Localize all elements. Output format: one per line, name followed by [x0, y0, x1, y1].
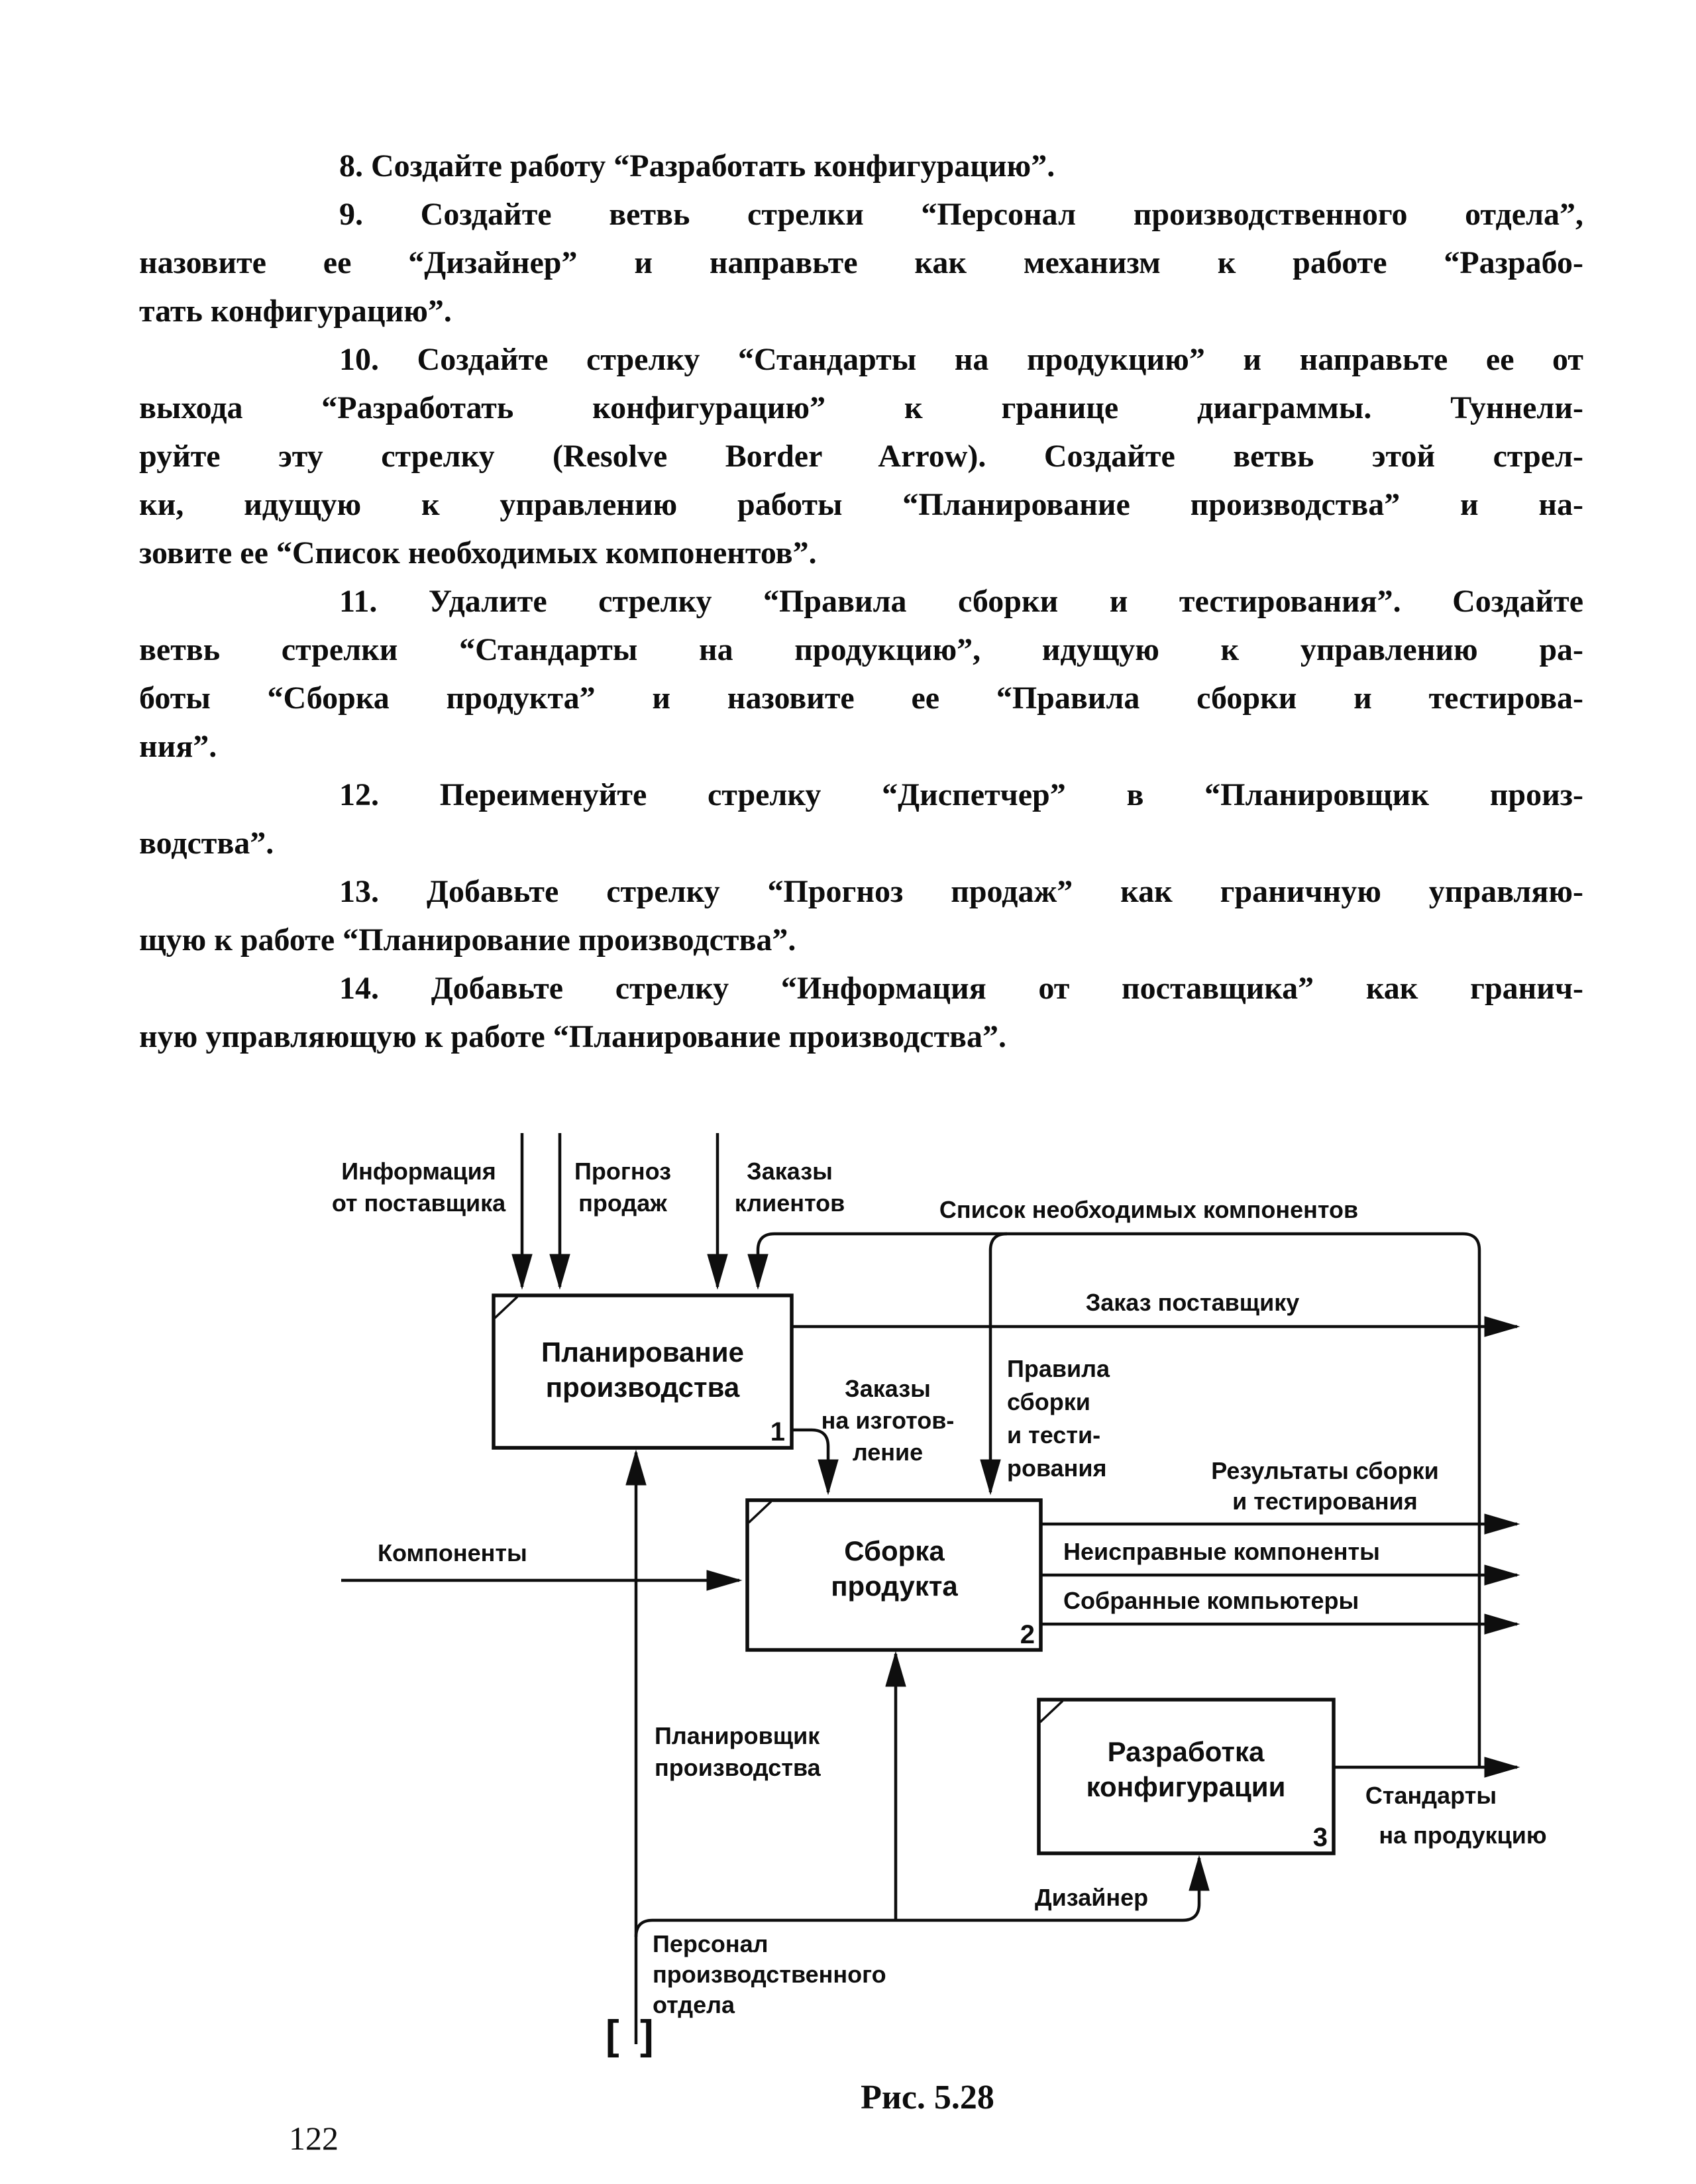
arrow-assembly-rules-control	[990, 1234, 1007, 1492]
tunnel-bracket-close: ]	[640, 2012, 654, 2058]
box3-label-line2: конфигурации	[1086, 1771, 1286, 1802]
text-line: щую к работе “Планирование производства”.	[139, 922, 796, 957]
box2-number: 2	[1020, 1620, 1035, 1649]
label-supplier-order: Заказ поставщику	[1085, 1289, 1300, 1316]
label-info-line2: от поставщика	[331, 1189, 506, 1217]
label-results-line2: и тестирования	[1232, 1488, 1418, 1515]
text-line: 9. Создайте ветвь стрелки “Персонал производственного отдела”,	[339, 197, 1583, 232]
text-line: ки, идущую к управлению работы “Планирование производства” и на-	[139, 487, 1583, 522]
text-line: 12. Переименуйте стрелку “Диспетчер” в “Планировщик произ-	[339, 777, 1583, 812]
label-info-line1: Информация	[341, 1158, 496, 1185]
figure-caption: Рис. 5.28	[861, 2079, 994, 2116]
label-rules-line1: Правила	[1007, 1355, 1110, 1382]
text-line: водства”.	[139, 826, 274, 861]
text-line: выхода “Разработать конфигурацию” к границе диаграммы. Туннели-	[139, 390, 1583, 425]
label-designer: Дизайнер	[1035, 1884, 1149, 1911]
text-line: зовите ее “Список необходимых компонентов”.	[139, 535, 817, 571]
label-forecast-line2: продаж	[578, 1189, 667, 1217]
text-line: 14. Добавьте стрелку “Информация от поставщика” как гранич-	[339, 971, 1583, 1006]
label-planner-line1: Планировщик	[655, 1722, 820, 1749]
box1-label-line1: Планирование	[541, 1337, 744, 1368]
label-rules-line3: и тести-	[1007, 1421, 1101, 1448]
box1-label-line2: производства	[545, 1372, 740, 1403]
text-line: 8. Создайте работу “Разработать конфигурацию”.	[339, 148, 1055, 184]
text-line: ную управляющую к работе “Планирование производства”.	[139, 1019, 1006, 1054]
tunnel-bracket-open: [	[606, 2012, 619, 2058]
box3-number: 3	[1312, 1823, 1328, 1852]
text-line: назовите ее “Дизайнер” и направьте как механизм к работе “Разрабо-	[139, 245, 1583, 280]
box1-number: 1	[770, 1417, 785, 1447]
page-number: 122	[289, 2120, 339, 2157]
text-line: 13. Добавьте стрелку “Прогноз продаж” как граничную управляю-	[339, 874, 1583, 909]
label-client-orders-line1: Заказы	[747, 1158, 833, 1185]
text-line: 11. Удалите стрелку “Правила сборки и тестирования”. Создайте	[339, 584, 1583, 619]
label-results-line1: Результаты сборки	[1211, 1457, 1439, 1484]
label-make-orders-line3: ление	[852, 1439, 924, 1466]
arrow-make-orders	[792, 1430, 828, 1492]
label-faulty-components: Неисправные компоненты	[1063, 1538, 1380, 1565]
label-assembled-computers: Собранные компьютеры	[1063, 1587, 1359, 1614]
label-rules-line4: рования	[1007, 1454, 1107, 1482]
label-personnel-line2: производственного	[653, 1961, 886, 1988]
label-personnel-line1: Персонал	[653, 1930, 768, 1957]
label-make-orders-line1: Заказы	[845, 1375, 931, 1402]
label-client-orders-line2: клиентов	[734, 1189, 845, 1217]
idef0-diagram	[225, 1113, 1696, 2120]
label-planner-line2: производства	[655, 1754, 821, 1781]
label-standards-line2: на продукцию	[1379, 1822, 1547, 1849]
text-line: тать конфигурацию”.	[139, 294, 452, 329]
box2-label-line2: продукта	[831, 1570, 958, 1602]
text-line: ния”.	[139, 729, 217, 764]
text-line: боты “Сборка продукта” и назовите ее “Правила сборки и тестирова-	[139, 681, 1583, 716]
label-components: Компоненты	[378, 1539, 527, 1566]
text-line: 10. Создайте стрелку “Стандарты на продукцию” и направьте ее от	[339, 342, 1583, 377]
label-rules-line2: сборки	[1007, 1388, 1090, 1415]
label-component-list: Список необходимых компонентов	[939, 1196, 1359, 1223]
text-line: руйте эту стрелку (Resolve Border Arrow). Создайте ветвь этой стрел-	[139, 439, 1583, 474]
box3-label-line1: Разработка	[1107, 1736, 1265, 1767]
text-line: ветвь стрелки “Стандарты на продукцию”, идущую к управлению ра-	[139, 632, 1583, 667]
label-make-orders-line2: на изготов-	[821, 1407, 955, 1434]
instructions-text-block	[139, 142, 1583, 1061]
label-personnel-line3: отдела	[653, 1991, 735, 2018]
label-forecast-line1: Прогноз	[574, 1158, 672, 1185]
label-standards-line1: Стандарты	[1365, 1782, 1497, 1809]
box2-label-line1: Сборка	[844, 1535, 945, 1566]
